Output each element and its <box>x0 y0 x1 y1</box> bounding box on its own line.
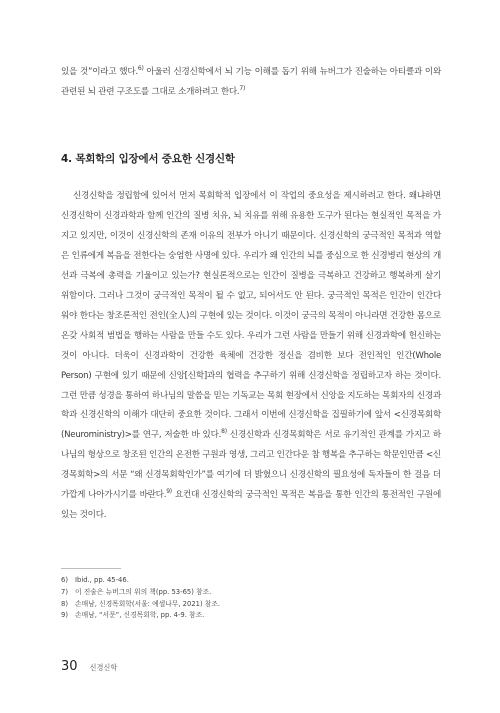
footnote-number: 7) <box>61 587 68 596</box>
intro-text-continued: 아울러 신경신학에서 뇌 기능 이해를 돕기 위해 뉴버그가 진술하는 아티클과 이와 관련된 뇌 관련 구조도를 그대로 소개하려고 한다. <box>61 67 441 97</box>
intro-text: 있을 것”이라고 했다. <box>61 67 138 77</box>
body-text-final: 요컨대 신경신학의 궁극적인 목적은 복음을 통한 인간의 통전적인 구원에 있는 것이다. <box>61 490 441 521</box>
footnote-text: 손매남, 신경목회학(서울: 예셀나무, 2021) 참조. <box>75 599 221 608</box>
footnote-ref-6[interactable]: 6) <box>137 65 144 73</box>
footnote-item <box>61 599 441 611</box>
footnote-ref-7[interactable]: 7) <box>239 84 246 92</box>
footnote-number: 6) <box>61 576 68 584</box>
footnote-item <box>61 587 441 599</box>
footnote-ref-8[interactable]: 8) <box>221 428 227 436</box>
footnote-item <box>61 610 441 622</box>
page-number: 30 <box>61 659 78 674</box>
footnote-ref-9[interactable]: 9) <box>166 488 172 496</box>
footnote-number: 8) <box>61 599 68 608</box>
section-body-paragraph <box>61 187 441 526</box>
page-footer <box>61 659 117 674</box>
intro-paragraph <box>61 63 441 102</box>
section-heading: 4. 목회학의 입장에서 중요한 신경신학 <box>61 153 235 165</box>
footnote-text: Ibid., pp. 45-46. <box>75 576 129 584</box>
footnote-text: 이 진술은 뉴버그의 위의 책(pp. 53-65) 참조. <box>75 587 212 596</box>
body-text: 신경신학을 정립함에 있어서 먼저 목회학적 입장에서 이 작업의 중요성을 제시하려고 한다. 왜냐하면 신경신학이 신경과학과 함께 인간의 질병 치유, 뇌 치유를 위해 유용한 도구가 된다는 현실적인 목적을 가지고 있지만, 이것이 신경신학의 존재 이유의 전부가 아니기 때문이다. 신경신학의 궁극적인 목적과 역할은 인류에게 복음을 전한다는 숭엄한 사명에 있다. 우리가 왜 인간의 뇌를 중심으로 한 신경병리 현상의 개선과 극복에 총력을 기울이고 있는가? 현실론적으로는 인간이 질병을 극복하고 건강하고 행복하게 살기 위함이다. 그러나 그것이 궁극적인 목적이 될 수 없고, 되어서도 안 된다. 궁극적인 목적은 인간이 인간다워야 한다는 창조론적인 전인(全人)의 구현에 있는 것이다. 이것이 궁극의 목적이 아니라면 건강한 몸으로 온갖 사회적 범법을 행하는 사람을 만들 수도 있다. 우리가 그런 사람을 만들기 위해 신경과학에 헌신하는 것이 아니다. 더욱이 신경과학이 건강한 육체에 건강한 정신을 겸비한 보다 전인적인 인간(Whole Person) 구현에 있기 때문에 신앙[신학]과의 협력을 추구하기 위해 신경신학을 정립하고자 하는 것이다. 그런 만큼 성경을 통하여 하나님의 말씀을 믿는 기독교는 목회 현장에서 신앙을 지도하는 목회자의 신경과학과 신경신학의 이해가 대단히 중요한 것이다. 그래서 이번에 신경신학을 집필하기에 앞서 <신경목회학(Neuroministry)>를 연구, 저술한 바 있다. <box>61 191 441 441</box>
footnote-text: 손매남, “서문”, 신경목회학, pp. 4-9. 참조. <box>75 611 205 620</box>
footnote-item <box>61 575 441 587</box>
body-text-continued: 신경신학과 신경목회학은 서로 유기적인 관계를 가지고 하나님의 형상으로 창조된 인간의 온전한 구원과 영생, 그리고 인간다운 참 행복을 추구하는 학문인만큼 <신경목회학>의 서문 “왜 신경목회학인가”를 여기에 더 밝혔으니 신경신학의 필요성에 독자들이 한 걸음 더 가깝게 나아가시기를 바란다. <box>61 430 441 501</box>
running-title: 신경신학 <box>89 663 118 672</box>
footnote-list <box>61 575 441 622</box>
footnote-divider <box>61 568 121 569</box>
footnote-number: 9) <box>61 611 68 620</box>
